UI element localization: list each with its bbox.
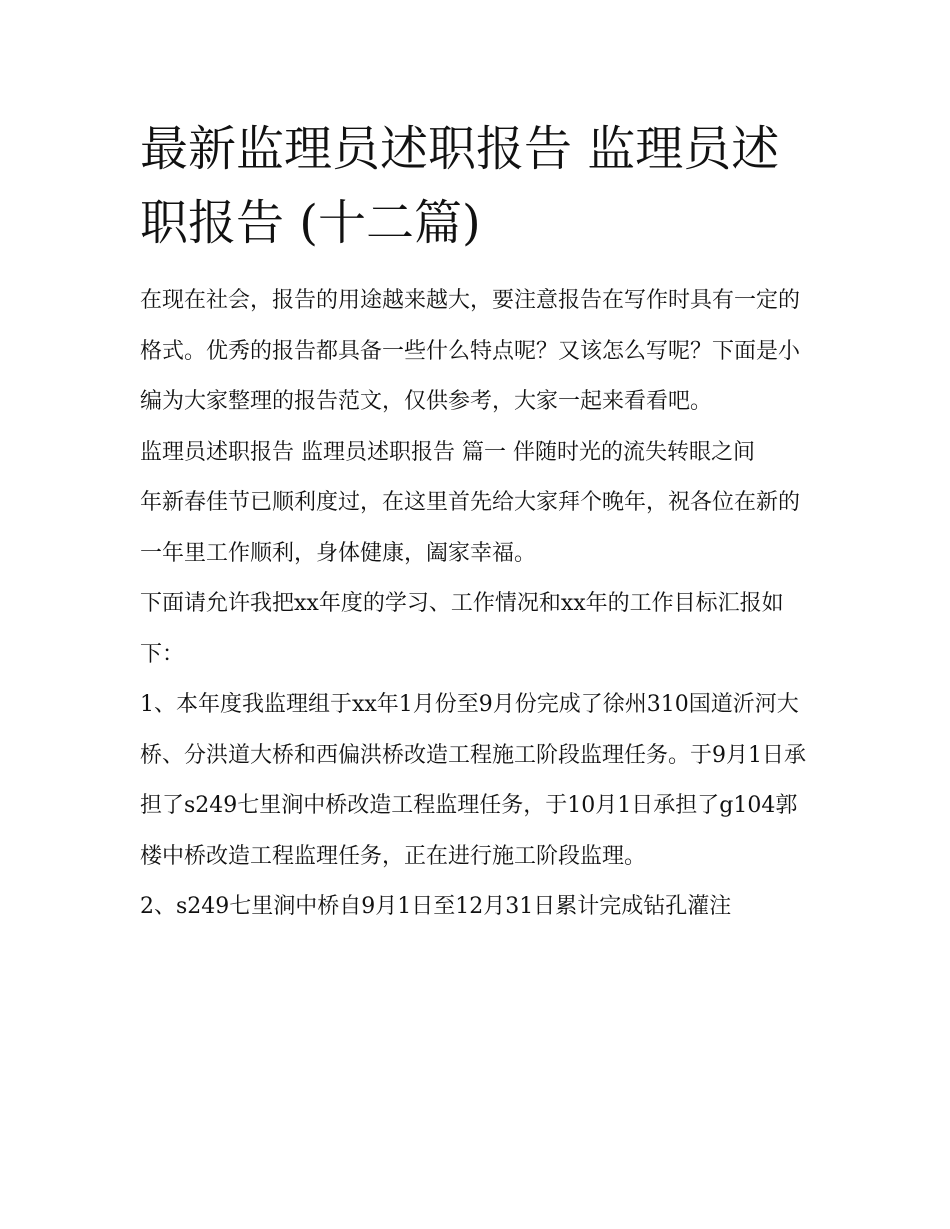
paragraph-section-heading: 监理员述职报告 监理员述职报告 篇一 伴随时光的流失转眼之间 [140,439,755,465]
paragraph-greeting: 年新春佳节已顺利度过，在这里首先给大家拜个晚年，祝各位在新的一年里工作顺利，身体健康，阖家幸福。 [140,490,801,566]
document-body [140,112,812,933]
paragraph-intro: 在现在社会，报告的用途越来越大，要注意报告在写作时具有一定的格式。优秀的报告都具备一些什么特点呢？又该怎么写呢？下面是小编为大家整理的报告范文，仅供参考，大家一起来看看吧。 [140,288,801,414]
paragraph-item-2: 2、s249七里涧中桥自9月1日至12月31日累计完成钻孔灌注 [140,894,732,919]
document-title: 最新监理员述职报告 监理员述职报告 (十二篇) [140,121,780,251]
paragraph-report-intro: 下面请允许我把xx年度的学习、工作情况和xx年的工作目标汇报如下： [140,591,784,667]
paragraph-item-1: 1、本年度我监理组于xx年1月份至9月份完成了徐州310国道沂河大桥、分洪道大桥和西偏洪桥改造工程施工阶段监理任务。于9月1日承担了s249七里涧中桥改造工程监理任务，于10月1日承担了g104郭楼中桥改造工程监理任务，正在进行施工阶段监理。 [140,692,806,869]
